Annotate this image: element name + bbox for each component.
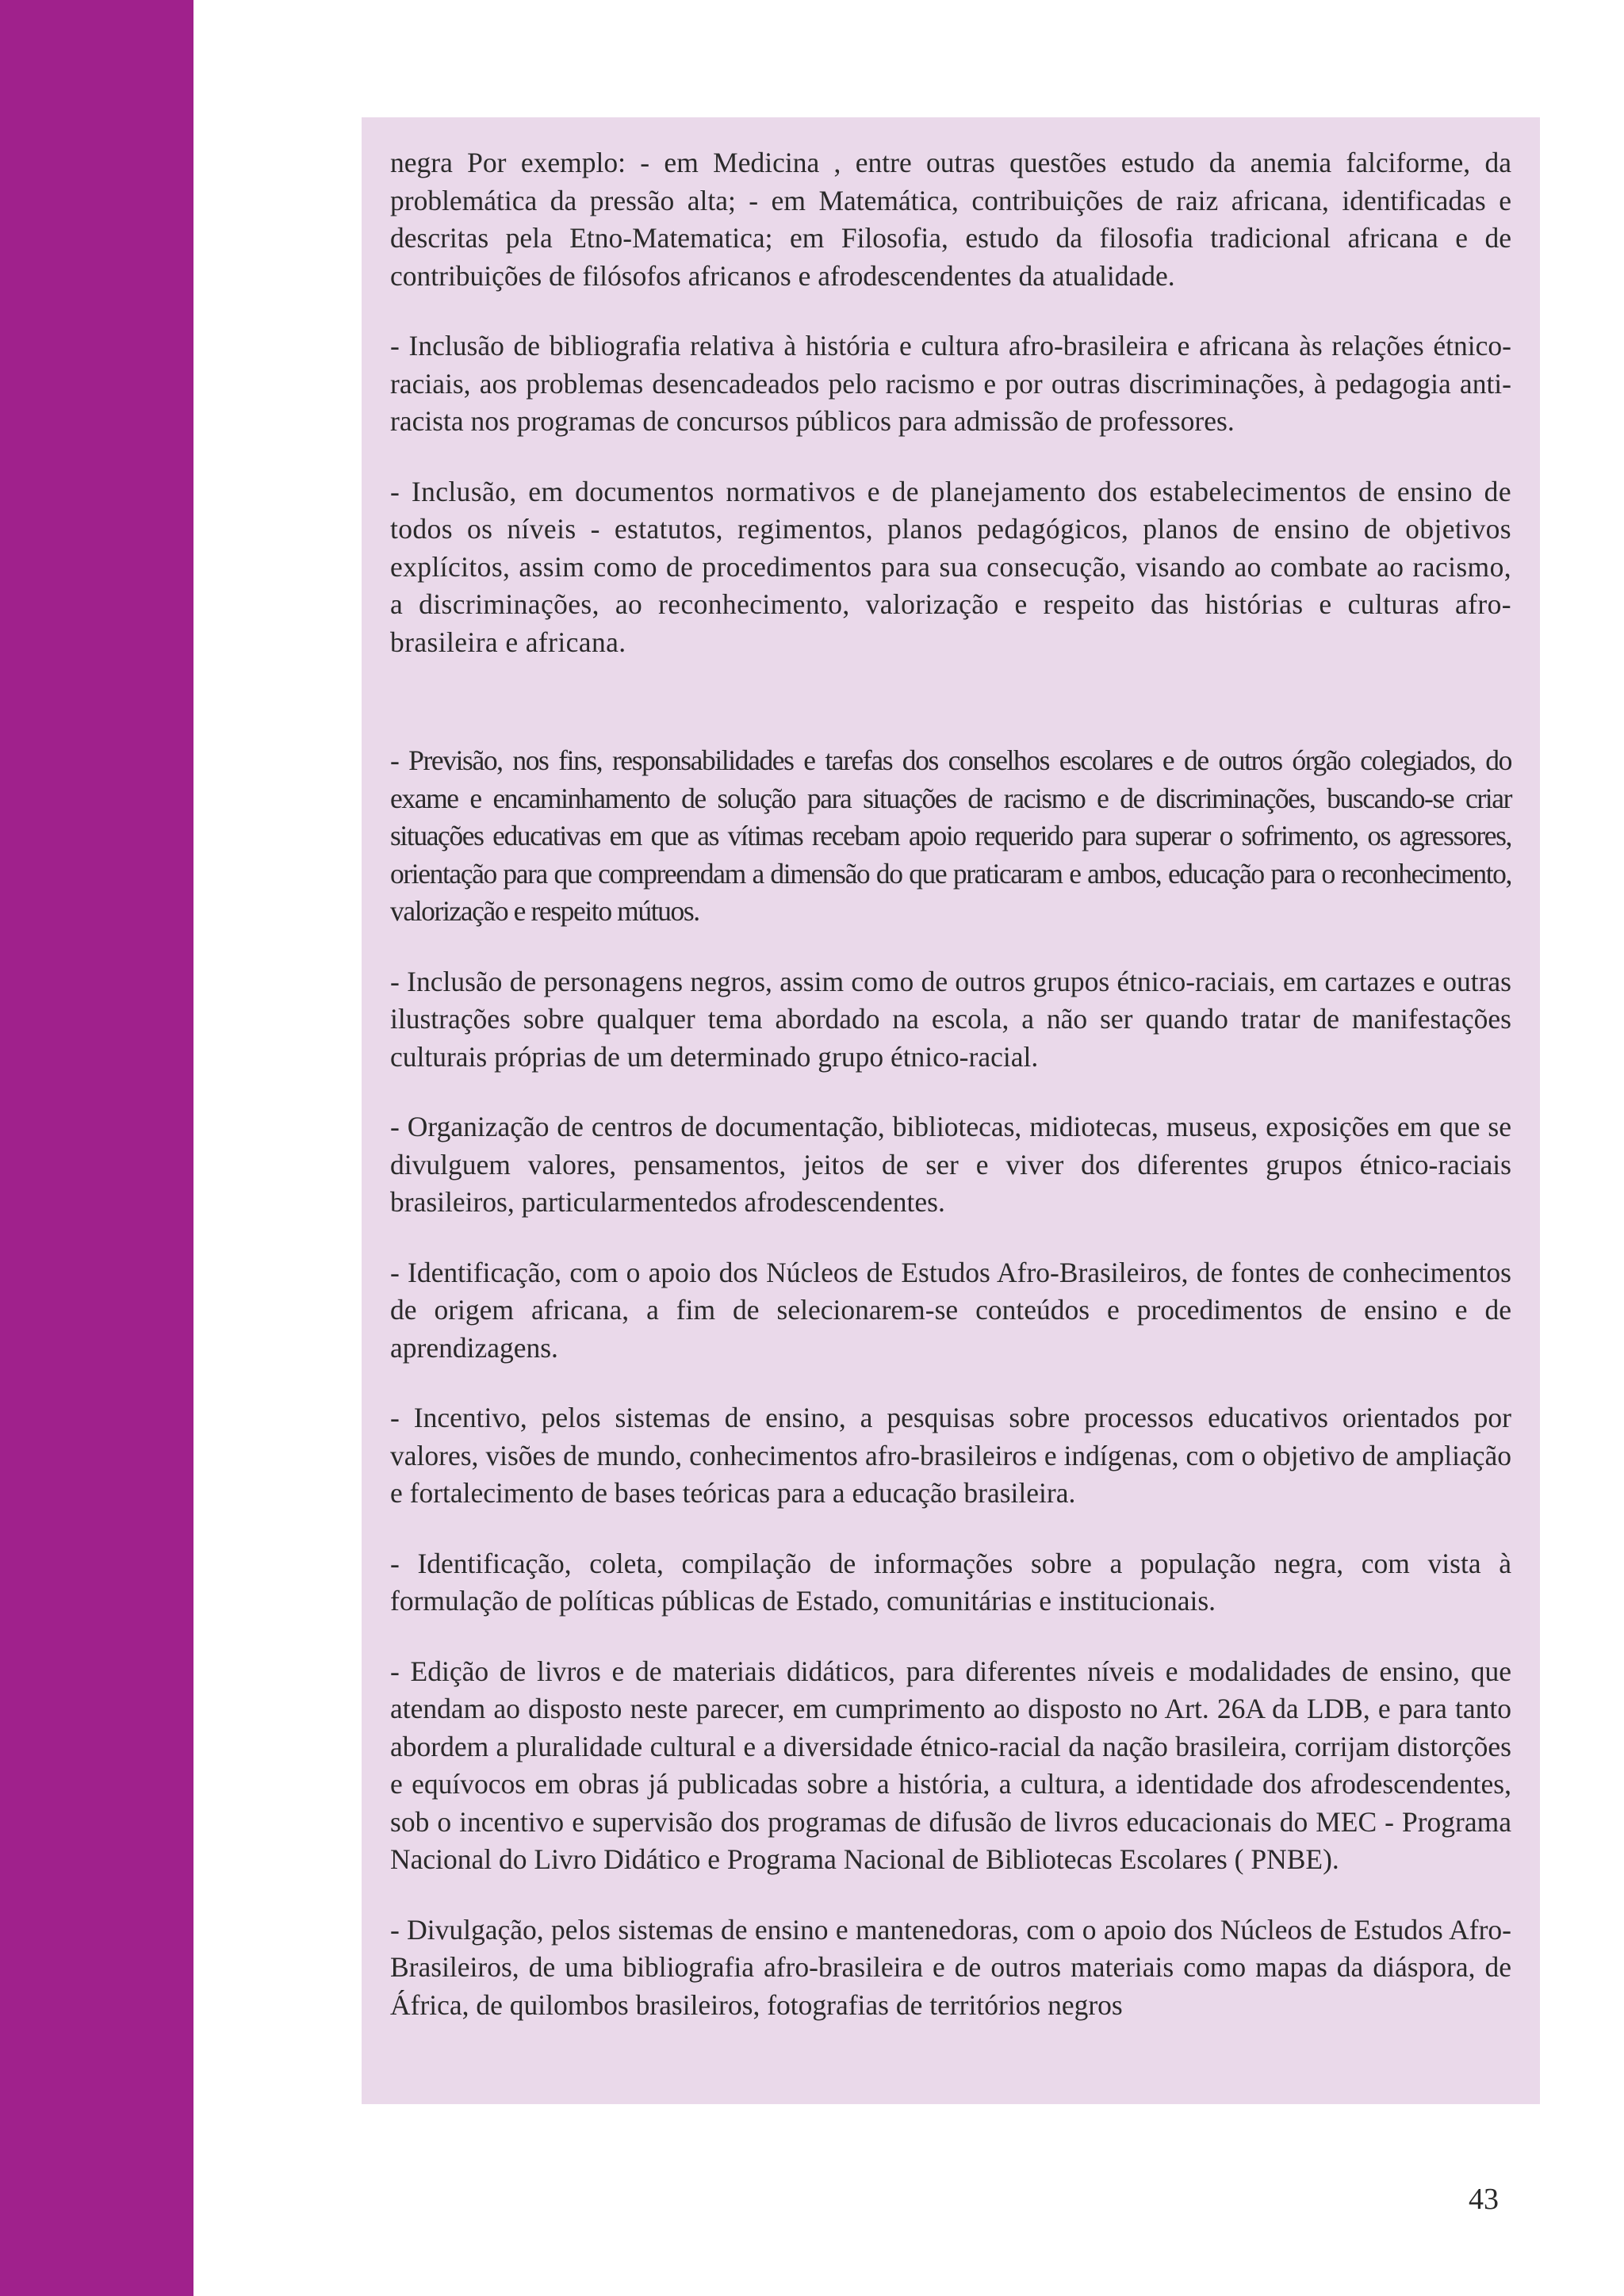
paragraph-5: - Inclusão de personagens negros, assim como de outros grupos étnico-raciais, em cartazes e outras ilustrações sobre qualquer tema abordado na escola, a não ser quando tratar de manifestações culturais próprias de um determinado grupo étnico-racial.: [390, 965, 1511, 1073]
paragraph-1: negra Por exemplo: - em Medicina , entre outras questões estudo da anemia falciforme, da problemática da pressão alta; - em Matemática, contribuições de raiz africana, identificadas e descritas pela Etno-Matematica; em Filosofia, estudo da filosofia tradicional africana e de contribuições de filósofos africanos e afrodescendentes da atualidade.: [390, 147, 1511, 292]
paragraph-2: - Inclusão de bibliografia relativa à história e cultura afro-brasileira e africana às relações étnico-raciais, aos problemas desencadeados pelo racismo e por outras discriminações, à pedagogia anti-racista nos programas de concursos públicos para admissão de professores.: [390, 330, 1511, 437]
paragraph-3: - Inclusão, em documentos normativos e de planejamento dos estabelecimentos de ensino de todos os níveis - estatutos, regimentos, planos pedagógicos, planos de ensino de objetivos explícitos, assim como de procedimentos para sua consecução, visando ao combate ao racismo, a discriminações, ao reconhecimento, valorização e respeito das histórias e culturas afro-brasileira e africana.: [390, 475, 1511, 658]
paragraph-10: - Edição de livros e de materiais didáticos, para diferentes níveis e modalidades de ensino, que atendam ao disposto neste parecer, em cumprimento ao disposto no Art. 26A da LDB, e para tanto abordem a pluralidade cultural e a diversidade étnico-racial da nação brasileira, corrijam distorções e equívocos em obras já publicadas sobre a história, a cultura, a identidade dos afrodescendentes, sob o incentivo e supervisão dos programas de difusão de livros educacionais do MEC - Programa Nacional do Livro Didático e Programa Nacional de Bibliotecas Escolares ( PNBE).: [390, 1655, 1511, 1875]
paragraph-4: - Previsão, nos fins, responsabilidades e tarefas dos conselhos escolares e de outros órgão colegiados, do exame e encaminhamento de solução para situações de racismo e de discriminações, buscando-se criar situações educativas em que as vítimas recebam apoio requerido para superar o sofrimento, os agressores, orientação para que compreendam a dimensão do que praticaram e ambos, educação para o reconhecimento, valorização e respeito mútuos.: [390, 744, 1511, 927]
paragraph-9: - Identificação, coleta, compilação de informações sobre a população negra, com vista à formulação de políticas públicas de Estado, comunitárias e institucionais.: [390, 1547, 1511, 1617]
paragraph-11: - Divulgação, pelos sistemas de ensino e mantenedoras, com o apoio dos Núcleos de Estudos Afro-Brasileiros, de uma bibliografia afro-brasileira e de outros materiais como mapas da diáspora, de África, de quilombos brasileiros, fotografias de territórios negros: [390, 1913, 1511, 2021]
page-number: 43: [1469, 2183, 1499, 2216]
paragraph-8: - Incentivo, pelos sistemas de ensino, a pesquisas sobre processos educativos orientados por valores, visões de mundo, conhecimentos afro-brasileiros e indígenas, com o objetivo de ampliação e fortalecimento de bases teóricas para a educação brasileira.: [390, 1402, 1511, 1509]
paragraph-6: - Organização de centros de documentação, bibliotecas, midiotecas, museus, exposições em que se divulguem valores, pensamentos, jeitos de ser e viver dos diferentes grupos étnico-raciais brasileiros, particularmentedos afrodescendentes.: [390, 1111, 1511, 1218]
left-color-band: [0, 0, 193, 2296]
paragraph-7: - Identificação, com o apoio dos Núcleos de Estudos Afro-Brasileiros, de fontes de conhecimentos de origem africana, a fim de selecionarem-se conteúdos e procedimentos de ensino e de aprendizagens.: [390, 1256, 1511, 1364]
text-panel: [362, 117, 1540, 2104]
